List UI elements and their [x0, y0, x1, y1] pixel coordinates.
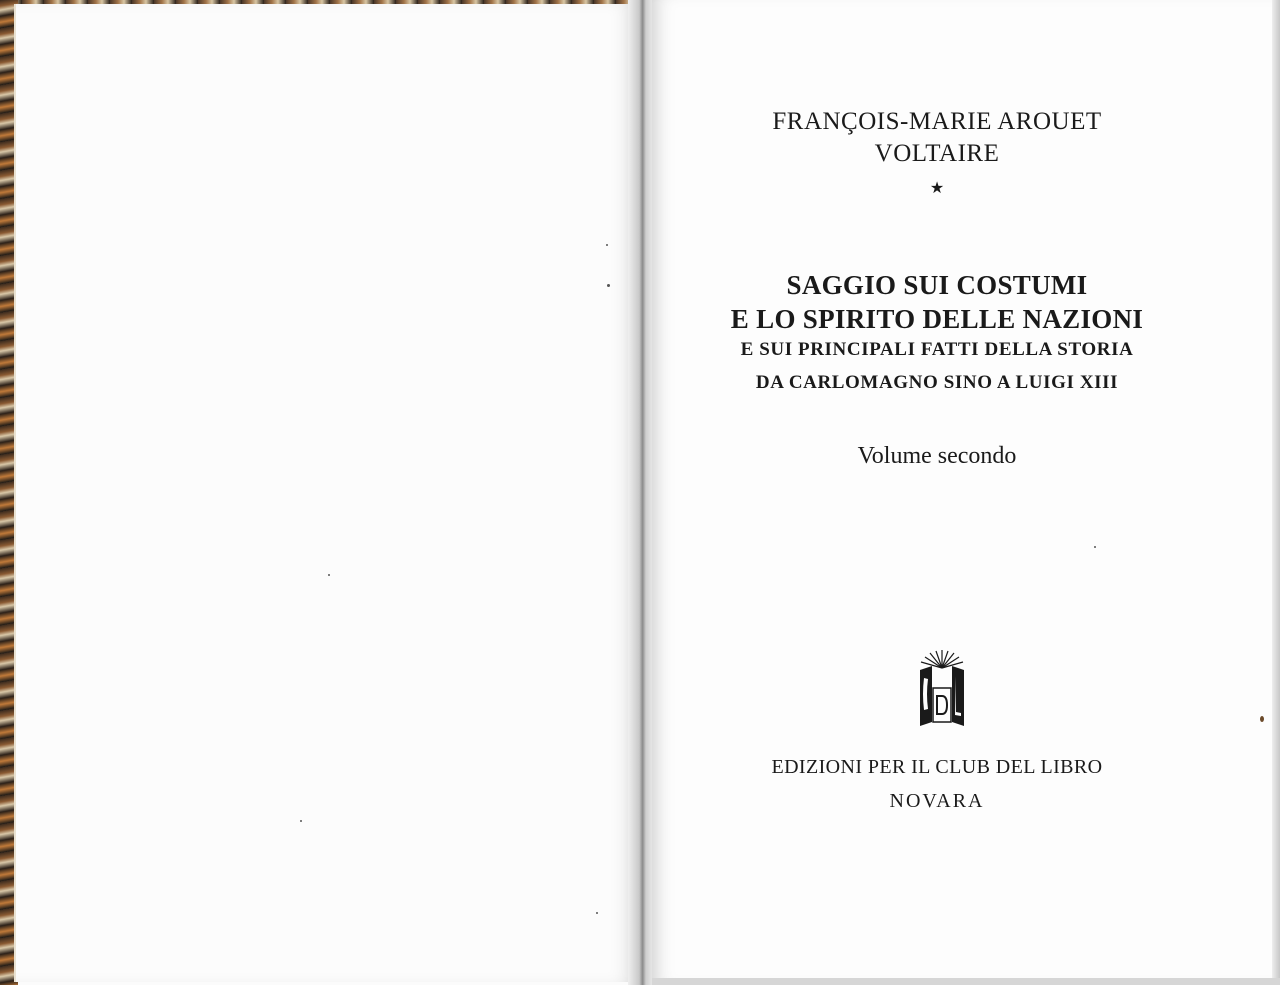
publisher-logo-icon	[916, 648, 968, 728]
bottom-page-edge	[652, 978, 1280, 985]
book-subtitle-line-1: E SUI PRINCIPALI FATTI DELLA STORIA	[740, 339, 1134, 360]
paper-speck	[328, 574, 330, 576]
paper-speck	[607, 284, 610, 287]
publisher-city: NOVARA	[889, 790, 985, 812]
star-ornament-icon: ★	[929, 178, 945, 197]
author-alias: VOLTAIRE	[874, 140, 1000, 167]
publisher-name: EDIZIONI PER IL CLUB DEL LIBRO	[771, 756, 1103, 778]
paper-speck	[596, 912, 598, 914]
paper-speck	[1094, 546, 1096, 548]
book-title-line-1: SAGGIO SUI COSTUMI	[786, 270, 1088, 300]
volume-label: Volume secondo	[857, 443, 1017, 469]
paper-speck	[606, 244, 608, 246]
paper-speck	[300, 820, 302, 822]
paper-speck	[1260, 716, 1264, 722]
book-subtitle-line-2: DA CARLOMAGNO SINO A LUIGI XIII	[755, 372, 1119, 393]
right-page-edge	[1272, 0, 1280, 985]
left-blank-page	[14, 4, 638, 982]
author-name: FRANÇOIS-MARIE AROUET	[772, 108, 1102, 135]
book-title-line-2: E LO SPIRITO DELLE NAZIONI	[730, 304, 1144, 334]
